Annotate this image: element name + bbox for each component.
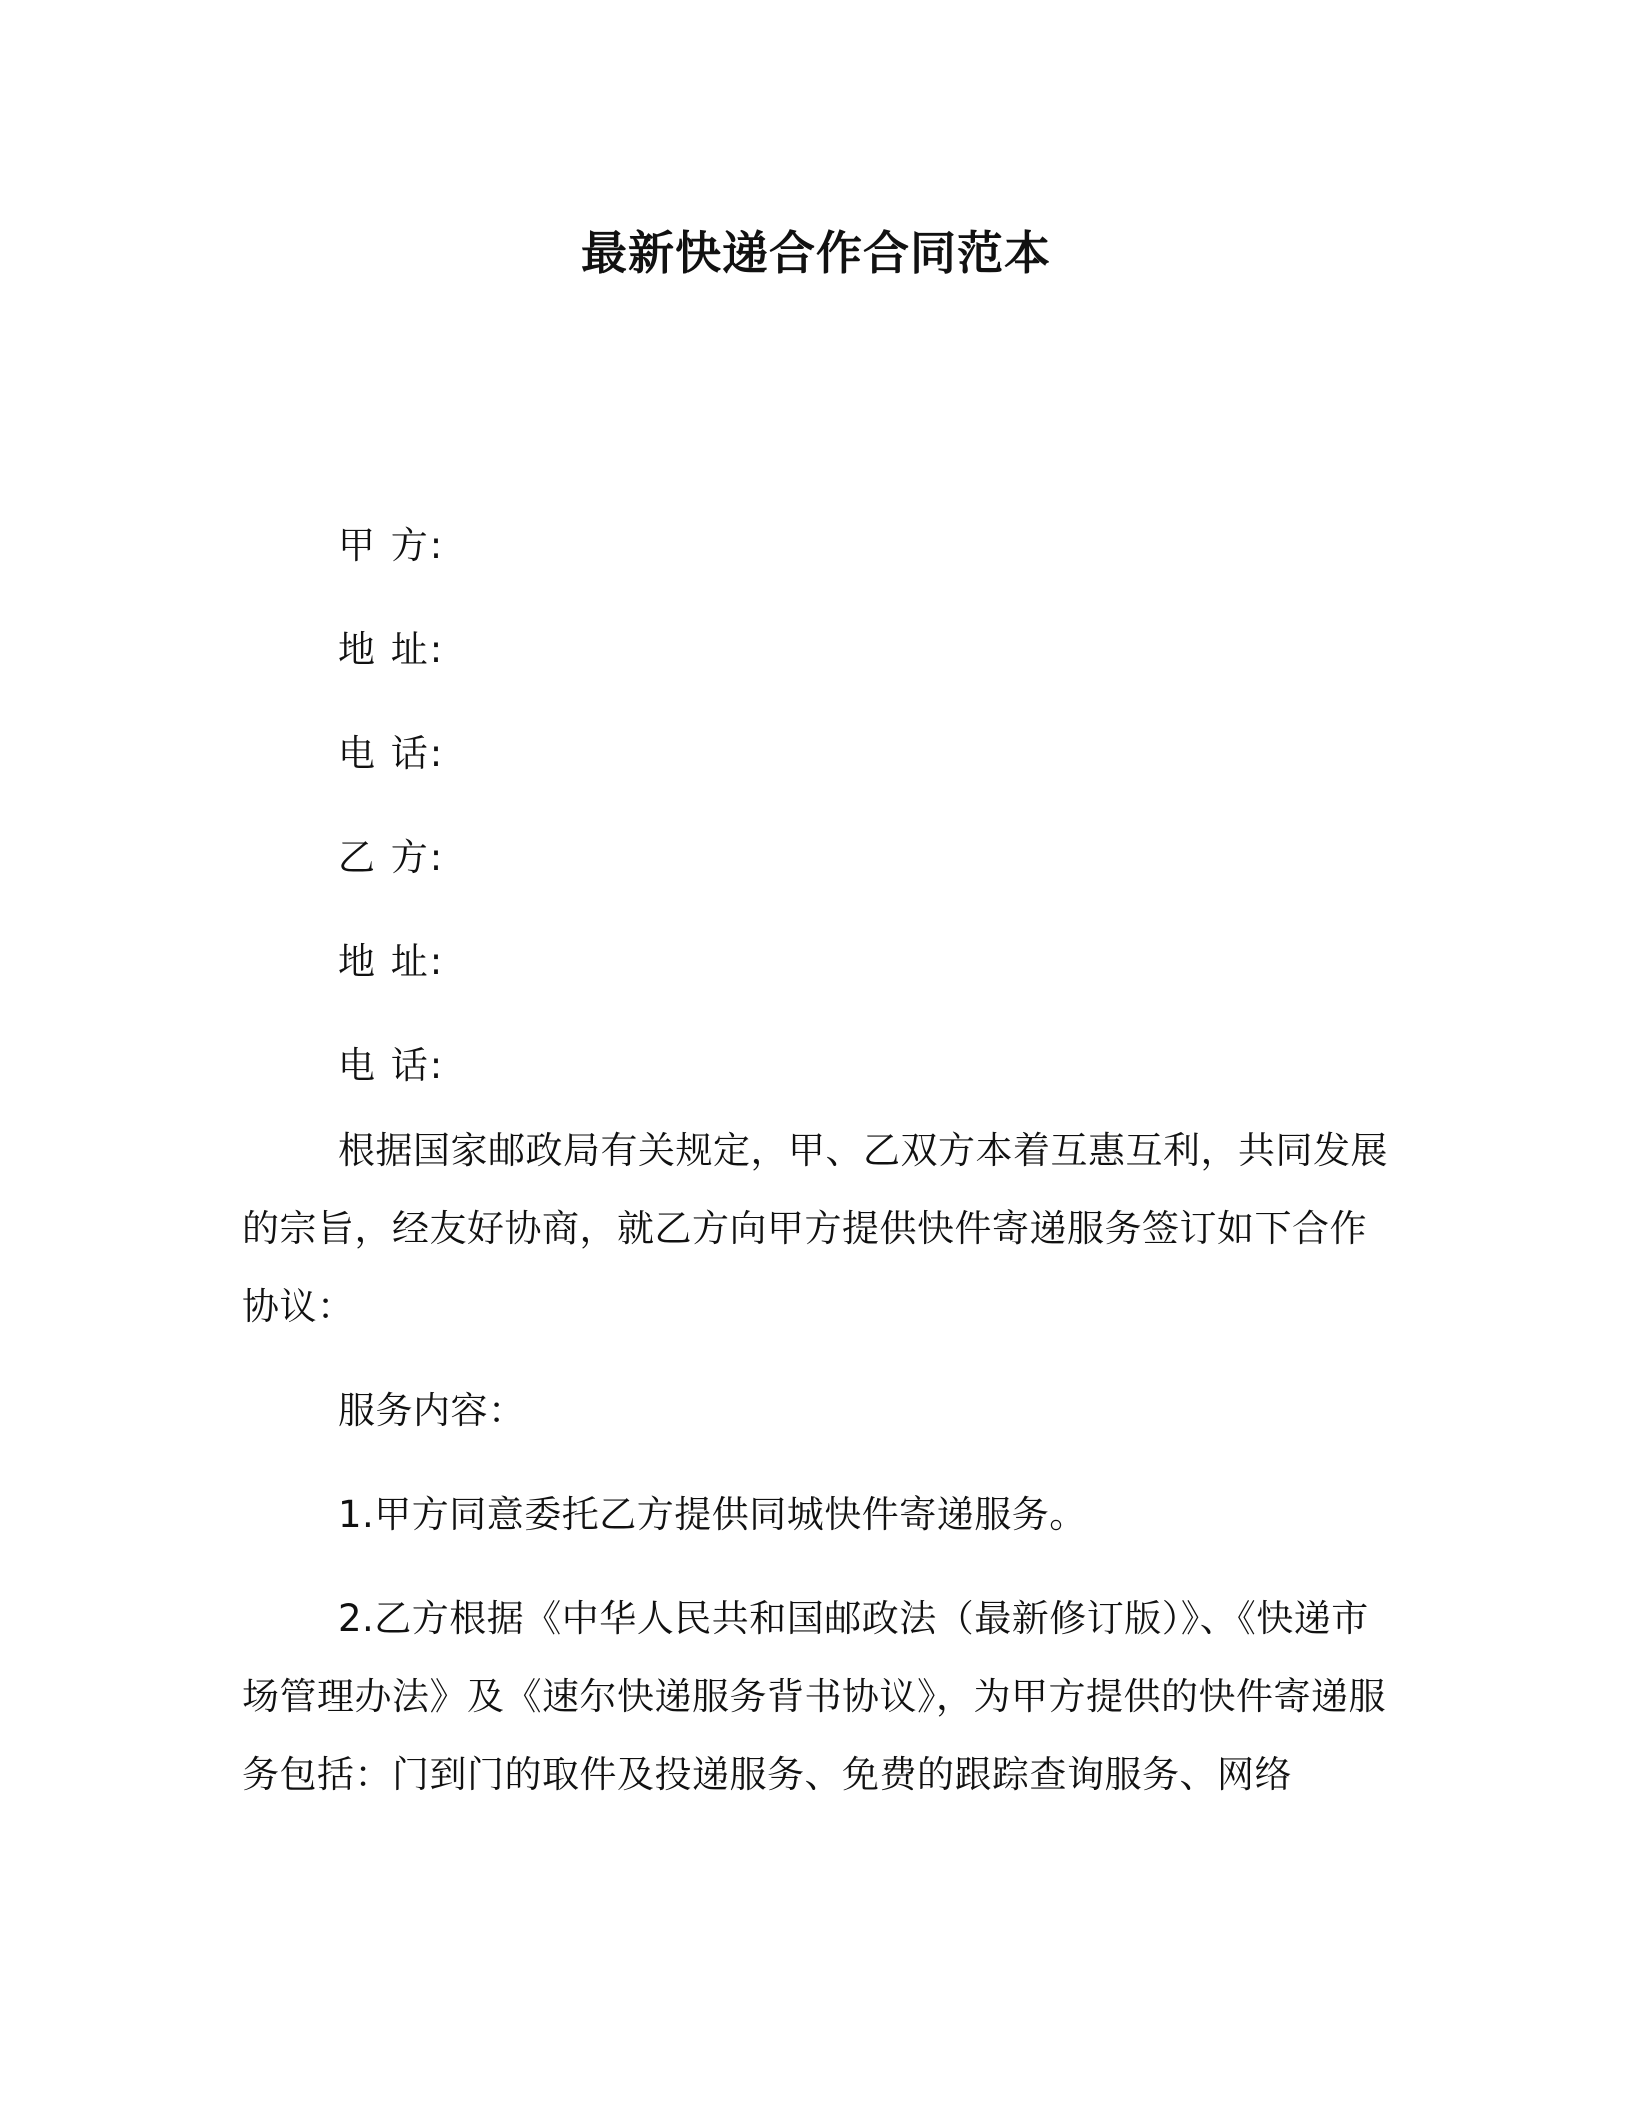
contract-body xyxy=(242,1112,1390,1840)
party-b-phone-label: 电 话: xyxy=(338,1044,445,1087)
service-heading: 服务内容： xyxy=(338,1389,526,1432)
document-title: 最新快递合作合同范本 xyxy=(581,226,1051,280)
party-info xyxy=(338,494,1438,1118)
party-a-phone-label: 电 话: xyxy=(338,732,445,775)
party-a-name-label: 甲 方: xyxy=(338,524,445,567)
clause-2: 2.乙方根据《中华人民共和国邮政法（最新修订版）》、《快递市场管理办法》及《速尔快递服务背书协议》，为甲方提供的快件寄递服务包括：门到门的取件及投递服务、免费的跟踪查询服务、网络 xyxy=(242,1597,1386,1796)
party-b-name-label: 乙 方: xyxy=(338,836,445,879)
clause-1: 1.甲方同意委托乙方提供同城快件寄递服务。 xyxy=(338,1493,1087,1536)
party-b-address-label: 地 址: xyxy=(338,940,445,983)
intro-paragraph: 根据国家邮政局有关规定，甲、乙双方本着互惠互利，共同发展的宗旨，经友好协商，就乙方向甲方提供快件寄递服务签订如下合作协议： xyxy=(242,1129,1388,1328)
party-a-address-label: 地 址: xyxy=(338,628,445,671)
